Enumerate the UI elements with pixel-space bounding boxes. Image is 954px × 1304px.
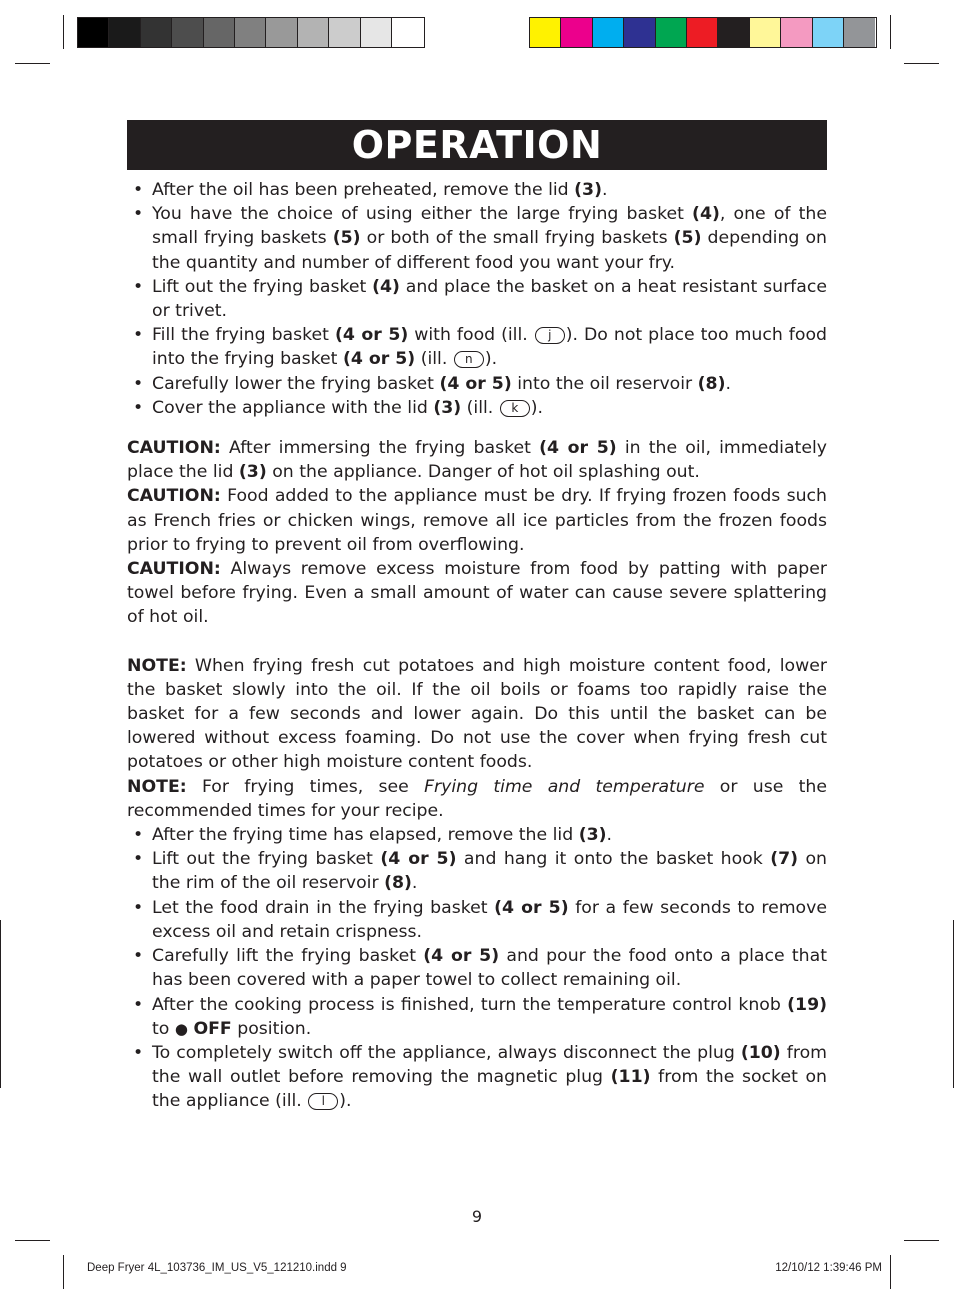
page-number: 9 [471,1207,483,1226]
text-run: into the oil reservoir [511,373,698,394]
note-paragraph [127,775,827,823]
text-run: (ill. [461,397,499,418]
part-number: (4 or 5) [342,349,416,370]
text-run: on the rim of the oil reservoir [152,849,827,894]
note-block [127,654,827,823]
part-number: (4 or 5) [494,897,569,918]
list-item [127,178,827,202]
list-item [127,944,827,992]
color-swatch [750,18,781,47]
text-run: When frying fresh cut potatoes and high moisture content food, lower the basket slowly into the oil. If the oil boils or foams too rapidly raise the basket for a few seconds and lower again. Do this until the basket can be lowered without excess foaming. Do not use the cover when frying fresh cut potatoes or other high moisture content foods. [127,655,827,773]
color-swatch [78,18,109,47]
part-number: (10) [740,1042,781,1063]
list-item [127,823,827,847]
crop-mark [890,15,891,49]
color-swatch [141,18,172,47]
text-run: Fill the frying basket [152,325,335,346]
file-slug: Deep Fryer 4L_103736_IM_US_V5_121210.indd 9 [87,1262,347,1274]
color-swatch [266,18,297,47]
part-number: (4 or 5) [334,325,409,346]
color-swatch [204,18,235,47]
crop-mark [890,1255,891,1289]
part-number: (3) [574,180,602,200]
color-swatch [781,18,812,47]
color-swatch [624,18,655,47]
part-number: (4 or 5) [439,373,512,394]
text-run: or use the recommended times for your recipe. [127,776,827,821]
color-swatch [656,18,687,47]
part-number: (3) [578,825,607,846]
part-number: OFF [193,1018,232,1039]
text-run: from the wall outlet before removing the magnetic plug [152,1042,827,1088]
text-run: , one of the small frying baskets [152,204,827,249]
text-run: on the appliance. Danger of hot oil splashing out. [266,462,700,483]
part-number: (4) [372,276,400,297]
text-run: . [601,180,608,200]
text-run: . [725,373,731,394]
part-number: (19) [787,994,827,1015]
color-swatch [561,18,592,47]
illustration-ref: k [500,400,530,417]
list-item [127,1041,827,1114]
color-swatch [687,18,718,47]
color-swatch [718,18,749,47]
text-run: . [606,825,613,846]
text-run: For frying times, see [186,776,425,797]
part-number: (8) [384,873,412,894]
color-swatch [329,18,360,47]
caution-paragraph [127,484,827,557]
text-run: After the cooking process is finished, turn the temperature control knob [152,994,788,1015]
text-run: with food (ill. [408,325,534,346]
color-swatch [593,18,624,47]
text-run: Let the food drain in the frying basket [152,897,495,918]
color-swatch [361,18,392,47]
text-run: Carefully lift the frying basket [152,946,424,967]
list-item [127,275,827,323]
part-number: (4) [692,204,720,225]
label-caution: CAUTION: [127,438,221,459]
part-number: (8) [697,373,726,394]
text-run: After the oil has been preheated, remove the lid [152,180,575,200]
color-swatch [813,18,844,47]
text-run: and place the basket on a heat resistant surface or trivet. [152,276,827,322]
part-number: (5) [332,228,361,249]
note-paragraph [127,654,827,775]
text-run: After the frying time has elapsed, remove the lid [152,825,579,846]
text-run: in the oil, immediately place the lid [127,438,827,483]
illustration-ref: l [308,1093,338,1110]
label-caution: CAUTION: [127,486,221,507]
part-number: (5) [673,228,702,249]
caution-block [127,436,827,630]
crop-mark [63,15,64,49]
illustration-ref: n [454,351,484,368]
part-number: (4 or 5) [539,438,617,459]
color-swatch [844,18,875,47]
color-swatch [530,18,561,47]
timestamp-slug: 12/10/12 1:39:46 PM [775,1262,882,1274]
text-run: ). [339,1091,352,1112]
text-run: depending on the quantity and number of different food you want your fry. [152,228,827,273]
part-number: (4 or 5) [423,946,500,967]
crop-mark [15,1240,50,1241]
crop-mark [63,1255,64,1289]
text-run: . [411,873,418,894]
text-run: and pour the food onto a place that has been covered with a paper towel to collect remaining oil. [152,946,828,991]
text-run: After immersing the frying basket [220,438,540,459]
text-run: Lift out the frying basket [152,276,373,297]
text-run: You have the choice of using either the large frying basket [152,204,693,225]
text-run: to [152,1018,175,1039]
text-run: ). [530,397,544,418]
text-run: position. [231,1018,312,1039]
part-number: (4 or 5) [380,849,457,870]
text-run: Carefully lower the frying basket [152,373,440,394]
color-swatch [298,18,329,47]
text-run: from the socket on the appliance (ill. [152,1067,827,1112]
label-note: NOTE: [127,655,187,676]
text-run: Food added to the appliance must be dry. If frying frozen foods such as French fries or chicken wings, remove all ice particles from the frozen foods prior to frying to prevent oil from overflowing. [127,486,827,555]
cmyk-color-bar [529,17,877,48]
color-swatch [392,18,423,47]
text-run: Lift out the frying basket [152,849,381,870]
label-note: NOTE: [127,776,187,797]
caution-paragraph [127,557,827,630]
part-number: (3) [238,462,267,483]
list-item [127,372,827,396]
text-run: To completely switch off the appliance, always disconnect the plug [152,1042,741,1063]
list-item [127,323,827,371]
steps-list-1 [127,178,827,420]
caution-paragraph [127,436,827,484]
text-run: or both of the small frying baskets [360,228,674,249]
text-run: ). [484,349,498,370]
color-swatch [172,18,203,47]
illustration-ref: j [535,327,565,344]
part-number: (7) [770,849,799,870]
text-run: (ill. [415,349,453,370]
list-item [127,896,827,944]
list-item [127,847,827,895]
crop-mark [904,63,939,64]
part-number: (3) [433,397,462,418]
registration-mark [0,920,1,1088]
grayscale-color-bar [77,17,425,48]
section-reference: Frying time and temperature [424,776,705,797]
crop-mark [15,63,50,64]
list-item [127,993,827,1041]
color-swatch [109,18,140,47]
off-dot-icon: ● [174,1019,188,1038]
crop-mark [904,1240,939,1241]
part-number: (11) [610,1067,651,1088]
list-item [127,396,827,420]
text-run: and hang it onto the basket hook [456,849,771,870]
text-run: ). Do not place too much food into the frying basket [152,325,828,370]
steps-list-2 [127,823,827,1113]
text-run: for a few seconds to remove excess oil and retain crispness. [152,897,827,942]
color-swatch [235,18,266,47]
text-run: Cover the appliance with the lid [152,397,434,418]
label-caution: CAUTION: [127,559,221,580]
list-item [127,202,827,275]
section-title: OPERATION [127,120,827,170]
text-run: Always remove excess moisture from food by patting with paper towel before frying. Even a small amount of water can cause severe splattering of hot oil. [127,559,827,628]
operation-content [127,178,827,1114]
